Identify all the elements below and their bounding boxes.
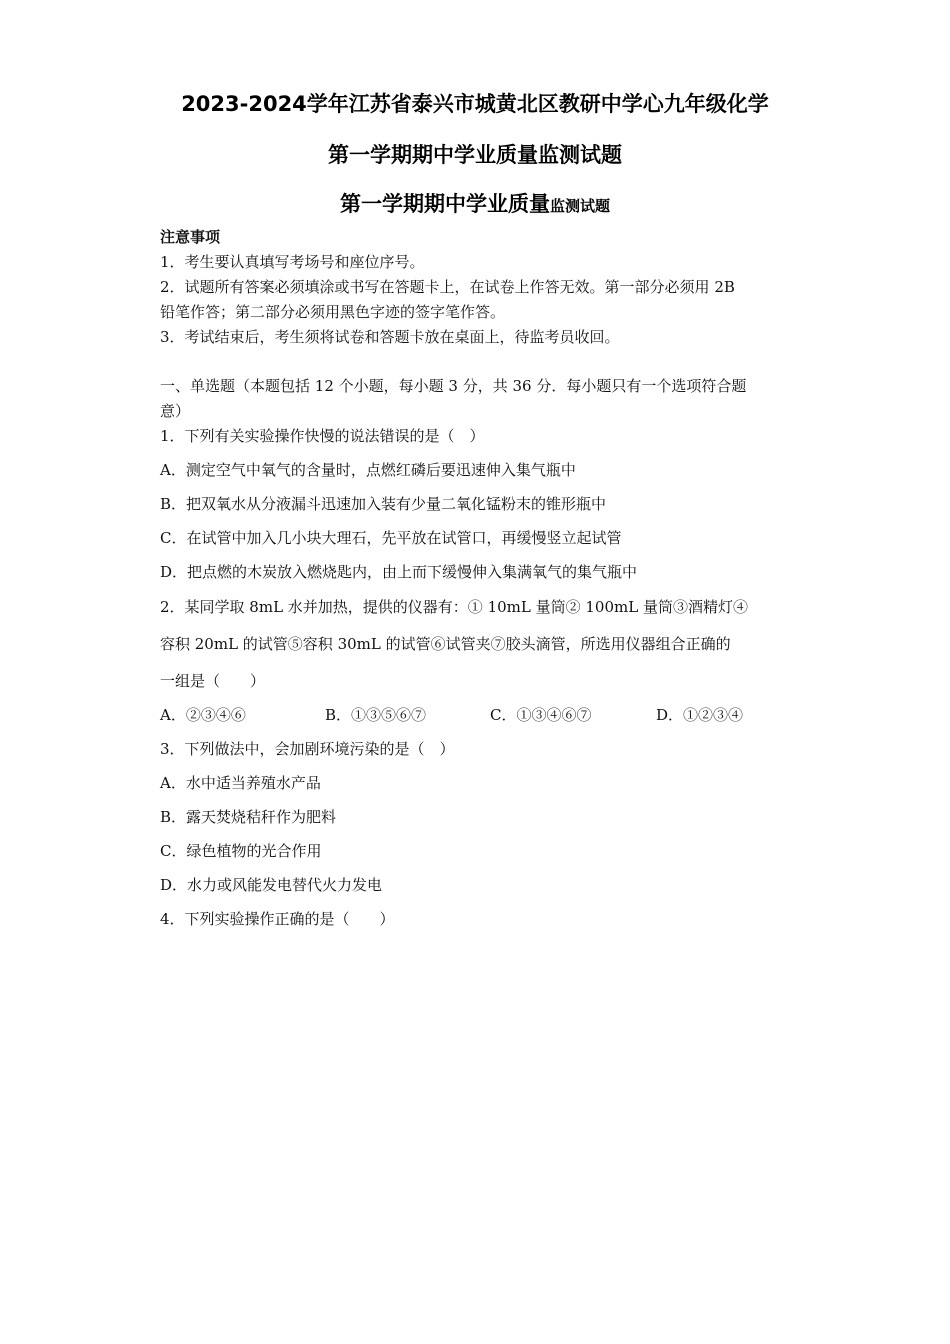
question-2-option-b: B．①③⑤⑥⑦ bbox=[325, 706, 427, 724]
notice-heading: 注意事项 bbox=[160, 228, 221, 246]
exam-subtitle-main: 第一学期期中学业质量 bbox=[339, 192, 550, 216]
exam-subtitle bbox=[0, 188, 950, 218]
section1-heading-line1: 一、单选题（本题包括 12 个小题，每小题 3 分，共 36 分．每小题只有一个选项符合题 bbox=[160, 377, 747, 395]
notice-item-1: 1．考生要认真填写考场号和座位序号。 bbox=[160, 253, 425, 271]
question-3-option-a: A．水中适当养殖水产品 bbox=[160, 774, 321, 792]
notice-item-3: 3．考试结束后，考生须将试卷和答题卡放在桌面上，待监考员收回。 bbox=[160, 328, 620, 346]
exam-title-line2: 第一学期期中学业质量监测试题 bbox=[328, 143, 622, 167]
question-3-option-d: D．水力或风能发电替代火力发电 bbox=[160, 876, 383, 894]
question-1-option-d: D．把点燃的木炭放入燃烧匙内，由上而下缓慢伸入集满氧气的集气瓶中 bbox=[160, 563, 638, 581]
section1-heading-line2: 意） bbox=[160, 402, 191, 420]
exam-subtitle-tail: 监测试题 bbox=[549, 197, 610, 215]
question-2-option-c: C．①③④⑥⑦ bbox=[490, 706, 592, 724]
question-2-option-d: D．①②③④ bbox=[656, 706, 744, 724]
question-3-option-b: B．露天焚烧秸秆作为肥料 bbox=[160, 808, 337, 826]
exam-title-line1: 2023-2024学年江苏省泰兴市城黄北区教研中学心九年级化学 bbox=[181, 92, 769, 116]
notice-item-2-line1: 2．试题所有答案必须填涂或书写在答题卡上，在试卷上作答无效。第一部分必须用 2B bbox=[160, 278, 735, 296]
question-2-stem-line2: 容积 20mL 的试管⑤容积 30mL 的试管⑥试管夹⑦胶头滴管，所选用仪器组合正确的 bbox=[160, 635, 731, 653]
question-2-stem-line1: 2．某同学取 8mL 水并加热，提供的仪器有：① 10mL 量筒② 100mL 量筒③酒精灯④ bbox=[160, 598, 748, 616]
question-3-option-c: C．绿色植物的光合作用 bbox=[160, 842, 322, 860]
question-3-stem: 3．下列做法中，会加剧环境污染的是（ ） bbox=[160, 740, 455, 758]
question-2-stem-line3: 一组是（ ） bbox=[160, 672, 266, 690]
question-2-option-a: A．②③④⑥ bbox=[160, 706, 246, 724]
question-1-stem: 1．下列有关实验操作快慢的说法错误的是（ ） bbox=[160, 427, 485, 445]
question-4-stem: 4．下列实验操作正确的是（ ） bbox=[160, 910, 395, 928]
question-1-option-a: A．测定空气中氧气的含量时，点燃红磷后要迅速伸入集气瓶中 bbox=[160, 461, 576, 479]
notice-item-2-line2: 铅笔作答；第二部分必须用黑色字迹的签字笔作答。 bbox=[160, 303, 506, 321]
question-1-option-b: B．把双氧水从分液漏斗迅速加入装有少量二氧化锰粉末的锥形瓶中 bbox=[160, 495, 607, 513]
question-1-option-c: C．在试管中加入几小块大理石，先平放在试管口，再缓慢竖立起试管 bbox=[160, 529, 622, 547]
